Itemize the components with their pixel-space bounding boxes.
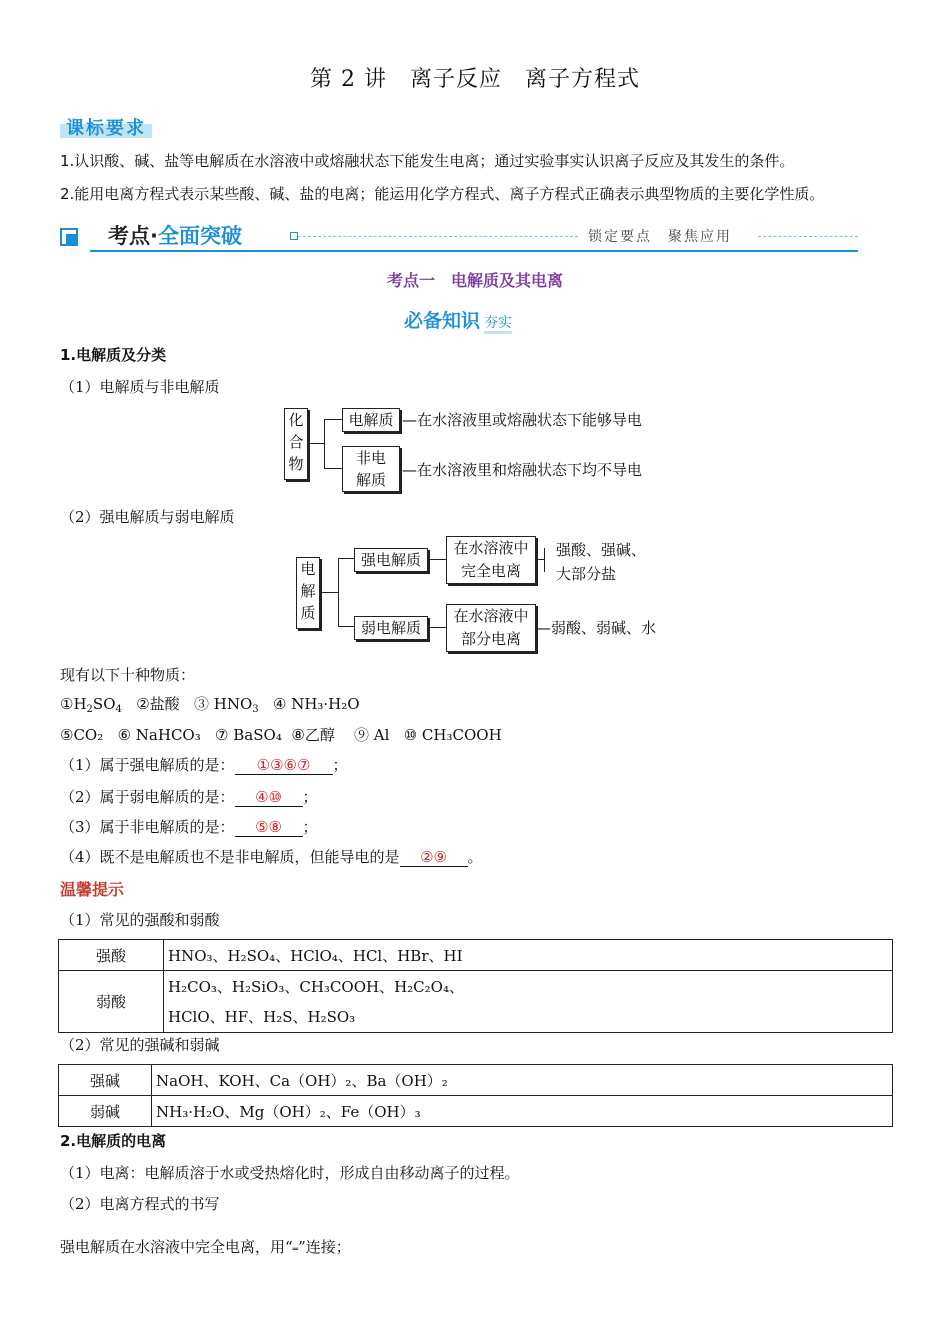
substance-item: ⑩ CH₃COOH: [403, 726, 502, 744]
section-banner: [60, 218, 858, 252]
substance-row-1: [60, 693, 360, 714]
banner-heading: 考点·全面突破: [108, 224, 242, 248]
diagram1-nonelectrolyte: 非电 解质: [342, 446, 400, 492]
substance-row-2: [60, 724, 502, 745]
diagram1-root: 化 合 物: [284, 408, 308, 480]
banner-subtitle: 锁定要点 聚焦应用: [588, 229, 732, 245]
substance-item: ⑦ BaSO₄: [215, 726, 282, 744]
base-value: NaOH、KOH、Ca（OH）₂、Ba（OH）₂: [152, 1065, 893, 1096]
tip-sub-1: （1）常见的强酸和弱酸: [60, 911, 220, 929]
diagram1-electrolyte-desc: —在水溶液里或熔融状态下能够导电: [402, 411, 643, 429]
substance-item: ⑧乙醇: [291, 726, 335, 744]
banner-dot-icon: [290, 232, 298, 240]
list-intro: 现有以下十种物质：: [60, 666, 196, 684]
base-key: 弱碱: [59, 1096, 152, 1127]
diagram2-strong: 强电解质: [354, 548, 428, 572]
base-table: [58, 1064, 893, 1127]
substance-item: ⑥ NaHCO₃: [117, 726, 201, 744]
paragraph-ionization: （1）电离：电解质溶于水或受热熔化时，形成自由移动离子的过程。: [60, 1164, 520, 1182]
question-2: （2）属于弱电解质的是： ④⑩ ；: [60, 788, 318, 806]
acid-key: 弱酸: [59, 971, 164, 1033]
curriculum-badge: [60, 114, 152, 138]
diagram1-nonelectrolyte-desc: —在水溶液里和熔融状态下均不导电: [402, 461, 643, 479]
equal-symbol: ═: [292, 1245, 299, 1255]
tip-sub-2: （2）常见的强碱和弱碱: [60, 1036, 220, 1054]
heading-1: 1.电解质及分类: [60, 346, 167, 364]
sub-heading-1: （1）电解质与非电解质: [60, 378, 220, 396]
diagram2-weak-box: 在水溶液中 部分电离: [446, 604, 536, 652]
substance-item: ②盐酸: [136, 695, 180, 713]
badge-label: 课标要求: [66, 118, 146, 139]
knowledge-heading: 必备知识 夯实: [404, 310, 513, 332]
substance-item: ④ NH₃·H₂O: [272, 695, 360, 713]
diagram2-strong-box: 在水溶液中 完全电离: [446, 536, 536, 584]
table-row: [59, 971, 893, 1033]
diagram2-weak-desc: —弱酸、弱碱、水: [536, 619, 657, 637]
question-4: （4）既不是电解质也不是非电解质，但能导电的是 ②⑨ 。: [60, 848, 483, 866]
question-1: （1）属于强电解质的是： ①③⑥⑦ ；: [60, 756, 348, 774]
banner-dash: [298, 236, 578, 237]
answer-3: ⑤⑧: [235, 818, 303, 837]
diagram2-strong-desc-2: 大部分盐: [556, 565, 617, 583]
substance-item: ⑤CO₂: [60, 726, 104, 744]
tip-heading: 温馨提示: [60, 880, 125, 899]
diagram1-electrolyte: 电解质: [342, 408, 400, 432]
page-title: 第 2 讲 离子反应 离子方程式: [310, 67, 640, 92]
answer-4: ②⑨: [400, 848, 468, 867]
requirement-line-1: 1.认识酸、碱、盐等电解质在水溶液中或熔融状态下能发生电离；通过实验事实认识离子反应及其发生的条件。: [60, 152, 795, 170]
question-3: （3）属于非电解质的是： ⑤⑧ ；: [60, 818, 318, 836]
answer-2: ④⑩: [235, 788, 303, 807]
banner-underline: [90, 250, 858, 252]
substance-item: ③ $HNO_3$: [193, 695, 259, 715]
acid-key: 强酸: [59, 940, 164, 971]
banner-dash-2: [758, 236, 858, 237]
acid-value: HNO₃、H₂SO₄、HClO₄、HCl、HBr、HI: [164, 940, 893, 971]
paragraph-strong: 强电解质在水溶液中完全电离，用“═”连接；: [60, 1238, 351, 1256]
base-value: NH₃·H₂O、Mg（OH）₂、Fe（OH）₃: [152, 1096, 893, 1127]
diagram2-root: 电 解 质: [296, 557, 320, 629]
table-row: [59, 1065, 893, 1096]
diagram2-weak: 弱电解质: [354, 616, 428, 640]
acid-value: H₂CO₃、H₂SiO₃、CH₃COOH、H₂C₂O₄、 HClO、HF、H₂S、H₂SO₃: [164, 971, 893, 1033]
banner-square-fill-icon: [66, 234, 76, 244]
heading-2: 2.电解质的电离: [60, 1132, 167, 1150]
table-row: [59, 940, 893, 971]
sub-heading-2: （2）强电解质与弱电解质: [60, 508, 235, 526]
requirement-line-2: 2.能用电离方程式表示某些酸、碱、盐的电离；能运用化学方程式、离子方程式正确表示典型物质的主要化学性质。: [60, 185, 825, 203]
diagram2-strong-desc-1: 强酸、强碱、: [556, 541, 647, 559]
table-row: [59, 1096, 893, 1127]
substance-item: ⑨ Al: [353, 726, 390, 744]
substance-item: $①H_2SO_4$: [60, 695, 122, 715]
kaodian-title: 考点一 电解质及其电离: [386, 271, 563, 290]
base-key: 强碱: [59, 1065, 152, 1096]
answer-1: ①③⑥⑦: [235, 756, 333, 775]
acid-table: [58, 939, 893, 1033]
paragraph-equation: （2）电离方程式的书写: [60, 1195, 220, 1213]
